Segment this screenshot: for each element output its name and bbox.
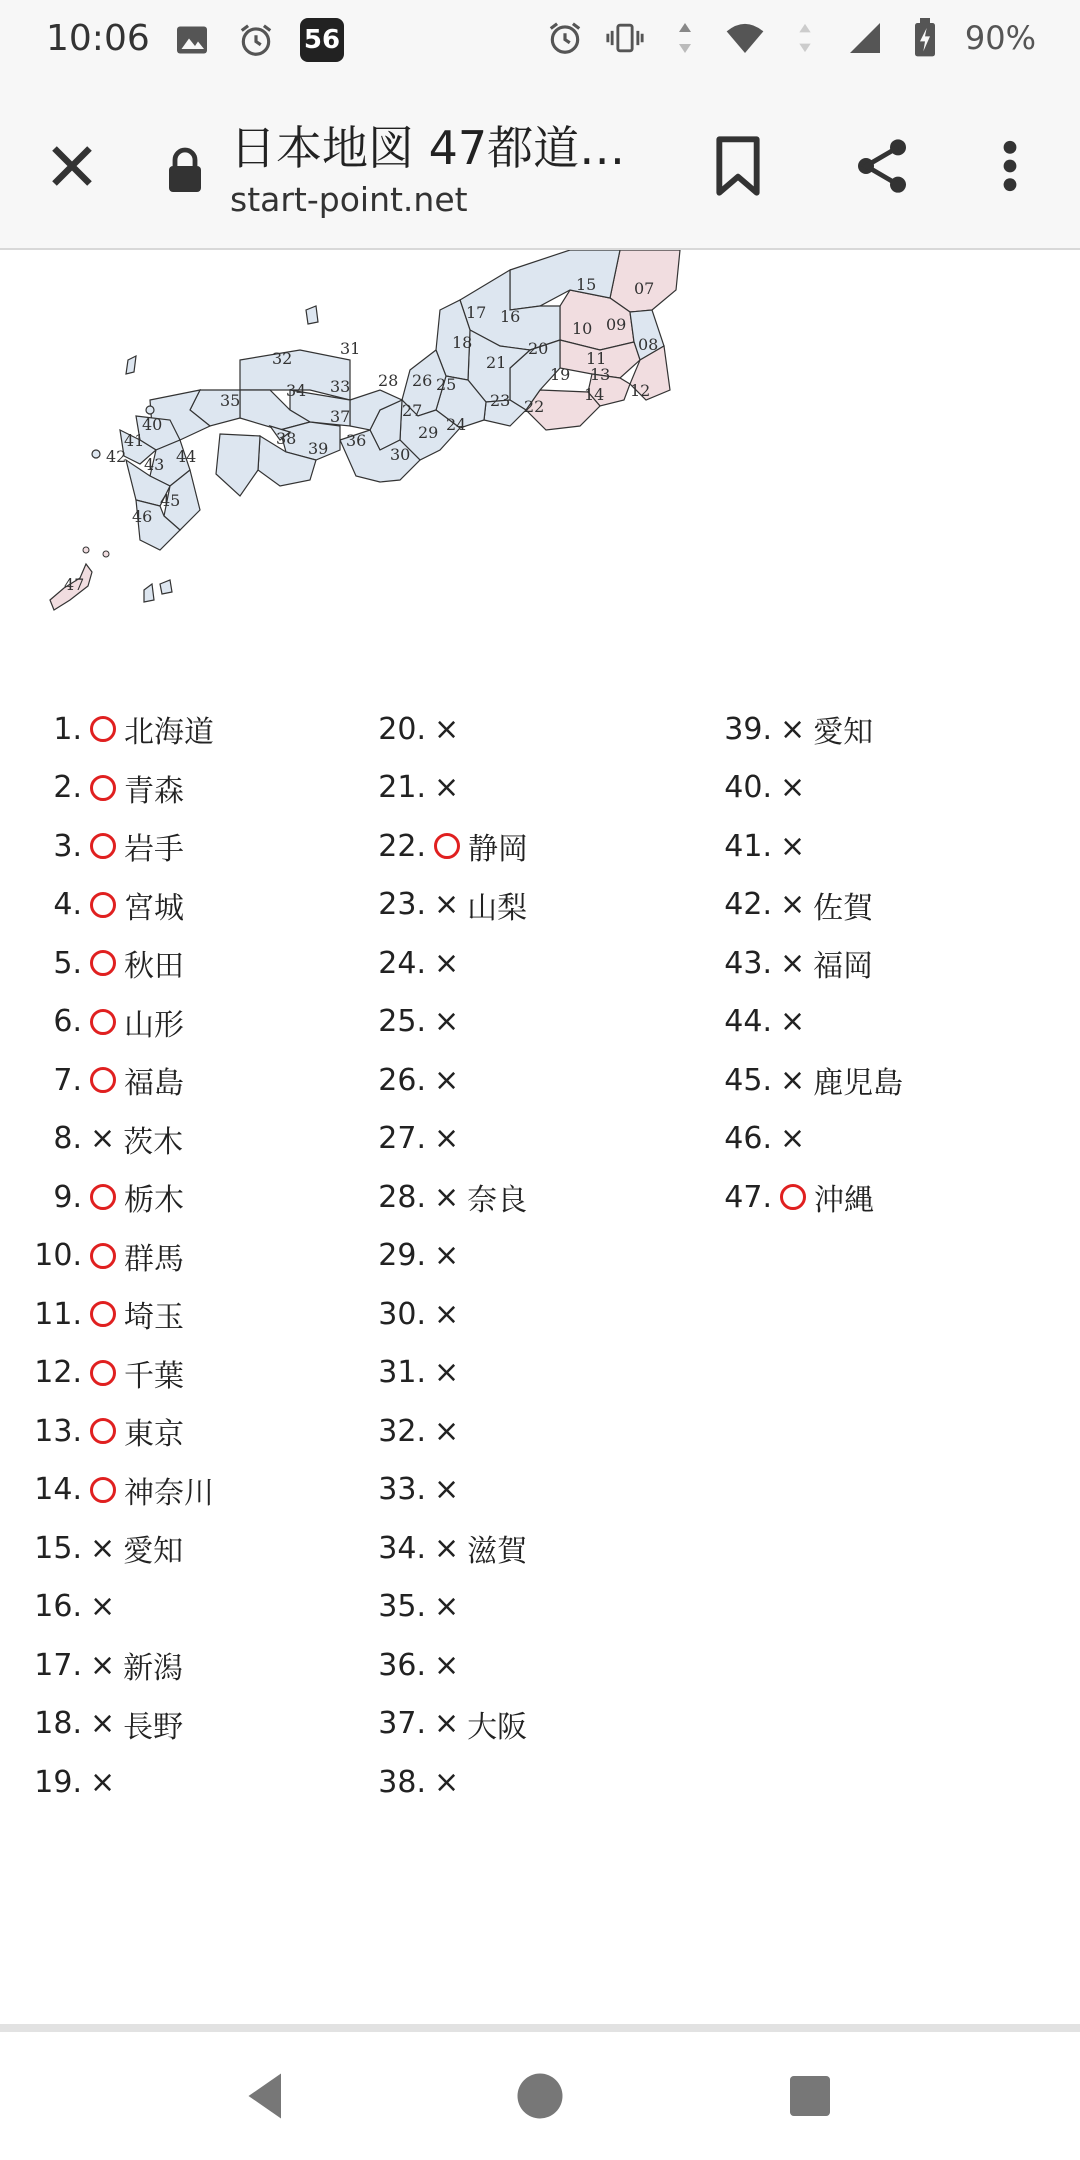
japan-map <box>40 250 700 620</box>
list-item <box>368 1753 528 1812</box>
prefecture-name: 千葉 <box>124 1358 184 1394</box>
incorrect-mark-icon: × <box>434 887 460 923</box>
share-icon[interactable] <box>850 134 914 198</box>
list-item-number: 42. <box>724 887 772 923</box>
list-item <box>368 1461 528 1520</box>
list-item-number: 25. <box>378 1004 426 1040</box>
home-icon[interactable] <box>510 2066 570 2126</box>
list-item-number: 32. <box>378 1413 426 1449</box>
incorrect-mark-icon: × <box>780 770 806 806</box>
page-url[interactable]: start-point.net <box>230 180 468 219</box>
correct-mark-icon <box>90 1009 116 1035</box>
list-item <box>368 1402 528 1461</box>
list-item-number: 29. <box>378 1238 426 1274</box>
list-item-number: 35. <box>378 1589 426 1625</box>
map-label: 38 <box>276 429 297 448</box>
incorrect-mark-icon: × <box>780 1121 806 1157</box>
bookmark-icon[interactable] <box>710 134 766 198</box>
navigation-bar <box>0 2032 1080 2160</box>
list-item-number: 13. <box>34 1413 82 1449</box>
list-item <box>714 759 903 818</box>
map-label: 12 <box>630 381 651 400</box>
list-item-number: 10. <box>34 1238 82 1274</box>
map-label: 44 <box>176 447 197 466</box>
list-item-number: 3. <box>53 828 82 864</box>
prefecture-name: 秋田 <box>124 949 184 985</box>
list-item-number: 19. <box>34 1764 82 1800</box>
prefecture-name: 大阪 <box>467 1709 528 1745</box>
list-item-number: 26. <box>378 1062 426 1098</box>
prefecture-name: 北海道 <box>124 715 214 751</box>
map-label: 36 <box>346 431 367 450</box>
list-item-number: 8. <box>53 1121 82 1157</box>
list-item-number: 11. <box>34 1296 82 1332</box>
prefecture-name: 東京 <box>124 1417 184 1453</box>
alarm-icon <box>545 18 585 58</box>
map-label: 10 <box>572 319 593 338</box>
map-label: 24 <box>446 415 467 434</box>
data-arrows-icon <box>665 18 705 58</box>
nav-divider <box>0 2024 1080 2032</box>
list-item <box>24 1402 214 1461</box>
vibrate-icon <box>605 18 645 58</box>
prefecture-name: 奈良 <box>467 1183 528 1219</box>
list-item-number: 45. <box>724 1062 772 1098</box>
list-item-number: 6. <box>53 1004 82 1040</box>
list-item-number: 39. <box>724 711 772 747</box>
list-item <box>368 700 528 759</box>
correct-mark-icon <box>90 716 116 742</box>
correct-mark-icon <box>90 950 116 976</box>
list-item <box>368 993 528 1052</box>
map-label: 27 <box>402 401 423 420</box>
incorrect-mark-icon: × <box>434 1647 460 1683</box>
list-item-number: 12. <box>34 1355 82 1391</box>
list-item-number: 44. <box>724 1004 772 1040</box>
prefecture-name: 神奈川 <box>124 1475 214 1511</box>
list-item-number: 21. <box>378 770 426 806</box>
incorrect-mark-icon: × <box>434 1764 460 1800</box>
map-label: 08 <box>638 335 659 354</box>
notification-badge: 56 <box>300 18 344 62</box>
prefecture-name: 新潟 <box>123 1651 184 1687</box>
map-label: 18 <box>452 333 473 352</box>
map-label: 28 <box>378 371 399 390</box>
correct-mark-icon <box>90 1477 116 1503</box>
prefecture-name: 佐賀 <box>813 890 874 926</box>
list-item-number: 18. <box>34 1706 82 1742</box>
prefecture-name: 福岡 <box>813 949 874 985</box>
map-label: 45 <box>160 491 181 510</box>
list-item-number: 41. <box>724 828 772 864</box>
map-label: 17 <box>466 303 487 322</box>
incorrect-mark-icon: × <box>434 945 460 981</box>
list-item <box>24 759 214 818</box>
list-item-number: 5. <box>53 945 82 981</box>
data-arrows-icon <box>785 18 825 58</box>
map-label: 23 <box>490 391 511 410</box>
map-label: 31 <box>340 339 361 358</box>
incorrect-mark-icon: × <box>434 1472 460 1508</box>
correct-mark-icon <box>780 1184 806 1210</box>
incorrect-mark-icon: × <box>90 1706 116 1742</box>
prefecture-list-column-1 <box>24 700 214 1812</box>
incorrect-mark-icon: × <box>780 945 806 981</box>
list-item <box>24 1227 214 1286</box>
list-item <box>24 1753 214 1812</box>
list-item <box>24 934 214 993</box>
correct-mark-icon <box>90 1301 116 1327</box>
list-item-number: 34. <box>378 1530 426 1566</box>
incorrect-mark-icon: × <box>434 1530 460 1566</box>
prefecture-name: 茨木 <box>123 1124 184 1160</box>
prefecture-name: 福島 <box>124 1066 184 1102</box>
incorrect-mark-icon: × <box>434 1706 460 1742</box>
map-label: 34 <box>286 381 307 400</box>
map-label: 07 <box>634 279 655 298</box>
list-item-number: 20. <box>378 711 426 747</box>
list-item-number: 46. <box>724 1121 772 1157</box>
list-item-number: 28. <box>378 1179 426 1215</box>
incorrect-mark-icon: × <box>434 1355 460 1391</box>
list-item <box>368 1168 528 1227</box>
list-item <box>714 817 903 876</box>
wifi-icon <box>725 18 765 58</box>
incorrect-mark-icon: × <box>90 1589 116 1625</box>
list-item <box>714 1051 903 1110</box>
list-item <box>24 1461 214 1520</box>
correct-mark-icon <box>90 892 116 918</box>
map-label: 33 <box>330 377 351 396</box>
map-label: 37 <box>330 407 351 426</box>
more-options-icon[interactable] <box>990 134 1030 198</box>
recents-icon[interactable] <box>780 2066 840 2126</box>
prefecture-name: 長野 <box>123 1709 184 1745</box>
correct-mark-icon <box>90 775 116 801</box>
map-label: 40 <box>142 415 163 434</box>
list-item-number: 33. <box>378 1472 426 1508</box>
list-item-number: 40. <box>724 770 772 806</box>
map-label: 35 <box>220 391 241 410</box>
list-item <box>714 876 903 935</box>
list-item <box>24 700 214 759</box>
image-icon <box>172 20 212 60</box>
incorrect-mark-icon: × <box>780 711 806 747</box>
correct-mark-icon <box>90 1360 116 1386</box>
list-item <box>368 1344 528 1403</box>
map-label: 09 <box>606 315 627 334</box>
incorrect-mark-icon: × <box>434 770 460 806</box>
incorrect-mark-icon: × <box>90 1121 116 1157</box>
map-label: 46 <box>132 507 153 526</box>
list-item-number: 27. <box>378 1121 426 1157</box>
list-item <box>368 1695 528 1754</box>
battery-percentage: 90% <box>964 19 1036 57</box>
map-label: 14 <box>584 385 605 404</box>
map-label: 22 <box>524 397 545 416</box>
map-label: 32 <box>272 349 293 368</box>
prefecture-name: 埼玉 <box>124 1300 184 1336</box>
map-label: 20 <box>528 339 549 358</box>
list-item-number: 9. <box>53 1179 82 1215</box>
prefecture-list-column-2 <box>368 700 528 1812</box>
list-item <box>368 1578 528 1637</box>
list-item-number: 16. <box>34 1589 82 1625</box>
list-item-number: 1. <box>53 711 82 747</box>
correct-mark-icon <box>90 833 116 859</box>
incorrect-mark-icon: × <box>90 1764 116 1800</box>
list-item <box>24 993 214 1052</box>
list-item-number: 14. <box>34 1472 82 1508</box>
map-label: 19 <box>550 365 571 384</box>
status-left-icons <box>172 18 344 62</box>
list-item-number: 30. <box>378 1296 426 1332</box>
status-right-icons <box>545 18 1036 58</box>
list-item-number: 7. <box>53 1062 82 1098</box>
incorrect-mark-icon: × <box>90 1530 116 1566</box>
incorrect-mark-icon: × <box>434 1413 460 1449</box>
prefecture-name: 青森 <box>124 773 184 809</box>
correct-mark-icon <box>90 1067 116 1093</box>
prefecture-name: 山梨 <box>467 890 528 926</box>
list-item <box>368 1636 528 1695</box>
browser-toolbar <box>0 84 1080 250</box>
map-label: 13 <box>590 365 611 384</box>
correct-mark-icon <box>90 1418 116 1444</box>
prefecture-name: 静岡 <box>468 832 528 868</box>
list-item <box>368 1051 528 1110</box>
incorrect-mark-icon: × <box>434 1179 460 1215</box>
map-label: 47 <box>64 575 85 594</box>
close-icon[interactable] <box>42 136 102 196</box>
list-item <box>714 993 903 1052</box>
prefecture-list-column-3 <box>714 700 903 1227</box>
prefecture-name: 栃木 <box>124 1183 184 1219</box>
list-item <box>714 1110 903 1169</box>
map-label: 39 <box>308 439 329 458</box>
map-label: 16 <box>500 307 521 326</box>
list-item <box>24 817 214 876</box>
correct-mark-icon <box>90 1184 116 1210</box>
list-item <box>24 1344 214 1403</box>
prefecture-name: 沖縄 <box>814 1183 874 1219</box>
list-item-number: 2. <box>53 770 82 806</box>
incorrect-mark-icon: × <box>434 711 460 747</box>
list-item-number: 15. <box>34 1530 82 1566</box>
prefecture-name: 宮城 <box>124 890 184 926</box>
incorrect-mark-icon: × <box>434 1121 460 1157</box>
prefecture-name: 愛知 <box>123 1534 184 1570</box>
map-label: 41 <box>124 431 145 450</box>
list-item-number: 22. <box>378 828 426 864</box>
map-label: 30 <box>390 445 411 464</box>
list-item-number: 47. <box>724 1179 772 1215</box>
back-icon[interactable] <box>236 2066 296 2126</box>
incorrect-mark-icon: × <box>780 1004 806 1040</box>
incorrect-mark-icon: × <box>780 887 806 923</box>
prefecture-name: 滋賀 <box>467 1534 528 1570</box>
list-item <box>24 1519 214 1578</box>
japan-map-svg <box>40 250 700 620</box>
list-item <box>368 1110 528 1169</box>
list-item-number: 17. <box>34 1647 82 1683</box>
incorrect-mark-icon: × <box>434 1004 460 1040</box>
correct-mark-icon <box>90 1243 116 1269</box>
list-item <box>24 1110 214 1169</box>
incorrect-mark-icon: × <box>780 1062 806 1098</box>
list-item <box>368 759 528 818</box>
map-label: 29 <box>418 423 439 442</box>
list-item <box>368 817 528 876</box>
list-item <box>24 1695 214 1754</box>
battery-charging-icon <box>905 18 945 58</box>
status-bar <box>0 0 1080 84</box>
map-label: 11 <box>586 349 607 368</box>
prefecture-name: 群馬 <box>124 1241 184 1277</box>
incorrect-mark-icon: × <box>434 1296 460 1332</box>
prefecture-name: 鹿児島 <box>813 1066 904 1102</box>
incorrect-mark-icon: × <box>434 1062 460 1098</box>
incorrect-mark-icon: × <box>780 828 806 864</box>
map-label: 15 <box>576 275 597 294</box>
map-label: 42 <box>106 447 127 466</box>
page-title[interactable]: 日本地図 47都道… <box>230 121 626 175</box>
list-item-number: 24. <box>378 945 426 981</box>
incorrect-mark-icon: × <box>434 1238 460 1274</box>
list-item <box>714 700 903 759</box>
map-label: 26 <box>412 371 433 390</box>
list-item <box>368 934 528 993</box>
list-item-number: 43. <box>724 945 772 981</box>
lock-icon[interactable] <box>165 146 205 194</box>
list-item <box>24 1285 214 1344</box>
list-item <box>368 1285 528 1344</box>
list-item <box>24 1168 214 1227</box>
map-label: 43 <box>144 455 165 474</box>
incorrect-mark-icon: × <box>90 1647 116 1683</box>
prefecture-name: 岩手 <box>124 832 184 868</box>
prefecture-name: 山形 <box>124 1007 184 1043</box>
status-time: 10:06 <box>46 18 150 59</box>
incorrect-mark-icon: × <box>434 1589 460 1625</box>
list-item-number: 36. <box>378 1647 426 1683</box>
list-item <box>368 876 528 935</box>
list-item <box>24 1636 214 1695</box>
list-item-number: 38. <box>378 1764 426 1800</box>
map-label: 21 <box>486 353 507 372</box>
alarm-icon <box>236 20 276 60</box>
correct-mark-icon <box>434 833 460 859</box>
signal-icon <box>845 18 885 58</box>
list-item <box>24 1578 214 1637</box>
list-item-number: 31. <box>378 1355 426 1391</box>
list-item-number: 23. <box>378 887 426 923</box>
prefecture-name: 愛知 <box>813 715 874 751</box>
map-label: 25 <box>436 375 457 394</box>
list-item <box>714 934 903 993</box>
list-item-number: 4. <box>53 887 82 923</box>
list-item-number: 37. <box>378 1706 426 1742</box>
list-item <box>368 1227 528 1286</box>
list-item <box>368 1519 528 1578</box>
list-item <box>24 876 214 935</box>
list-item <box>714 1168 903 1227</box>
list-item <box>24 1051 214 1110</box>
